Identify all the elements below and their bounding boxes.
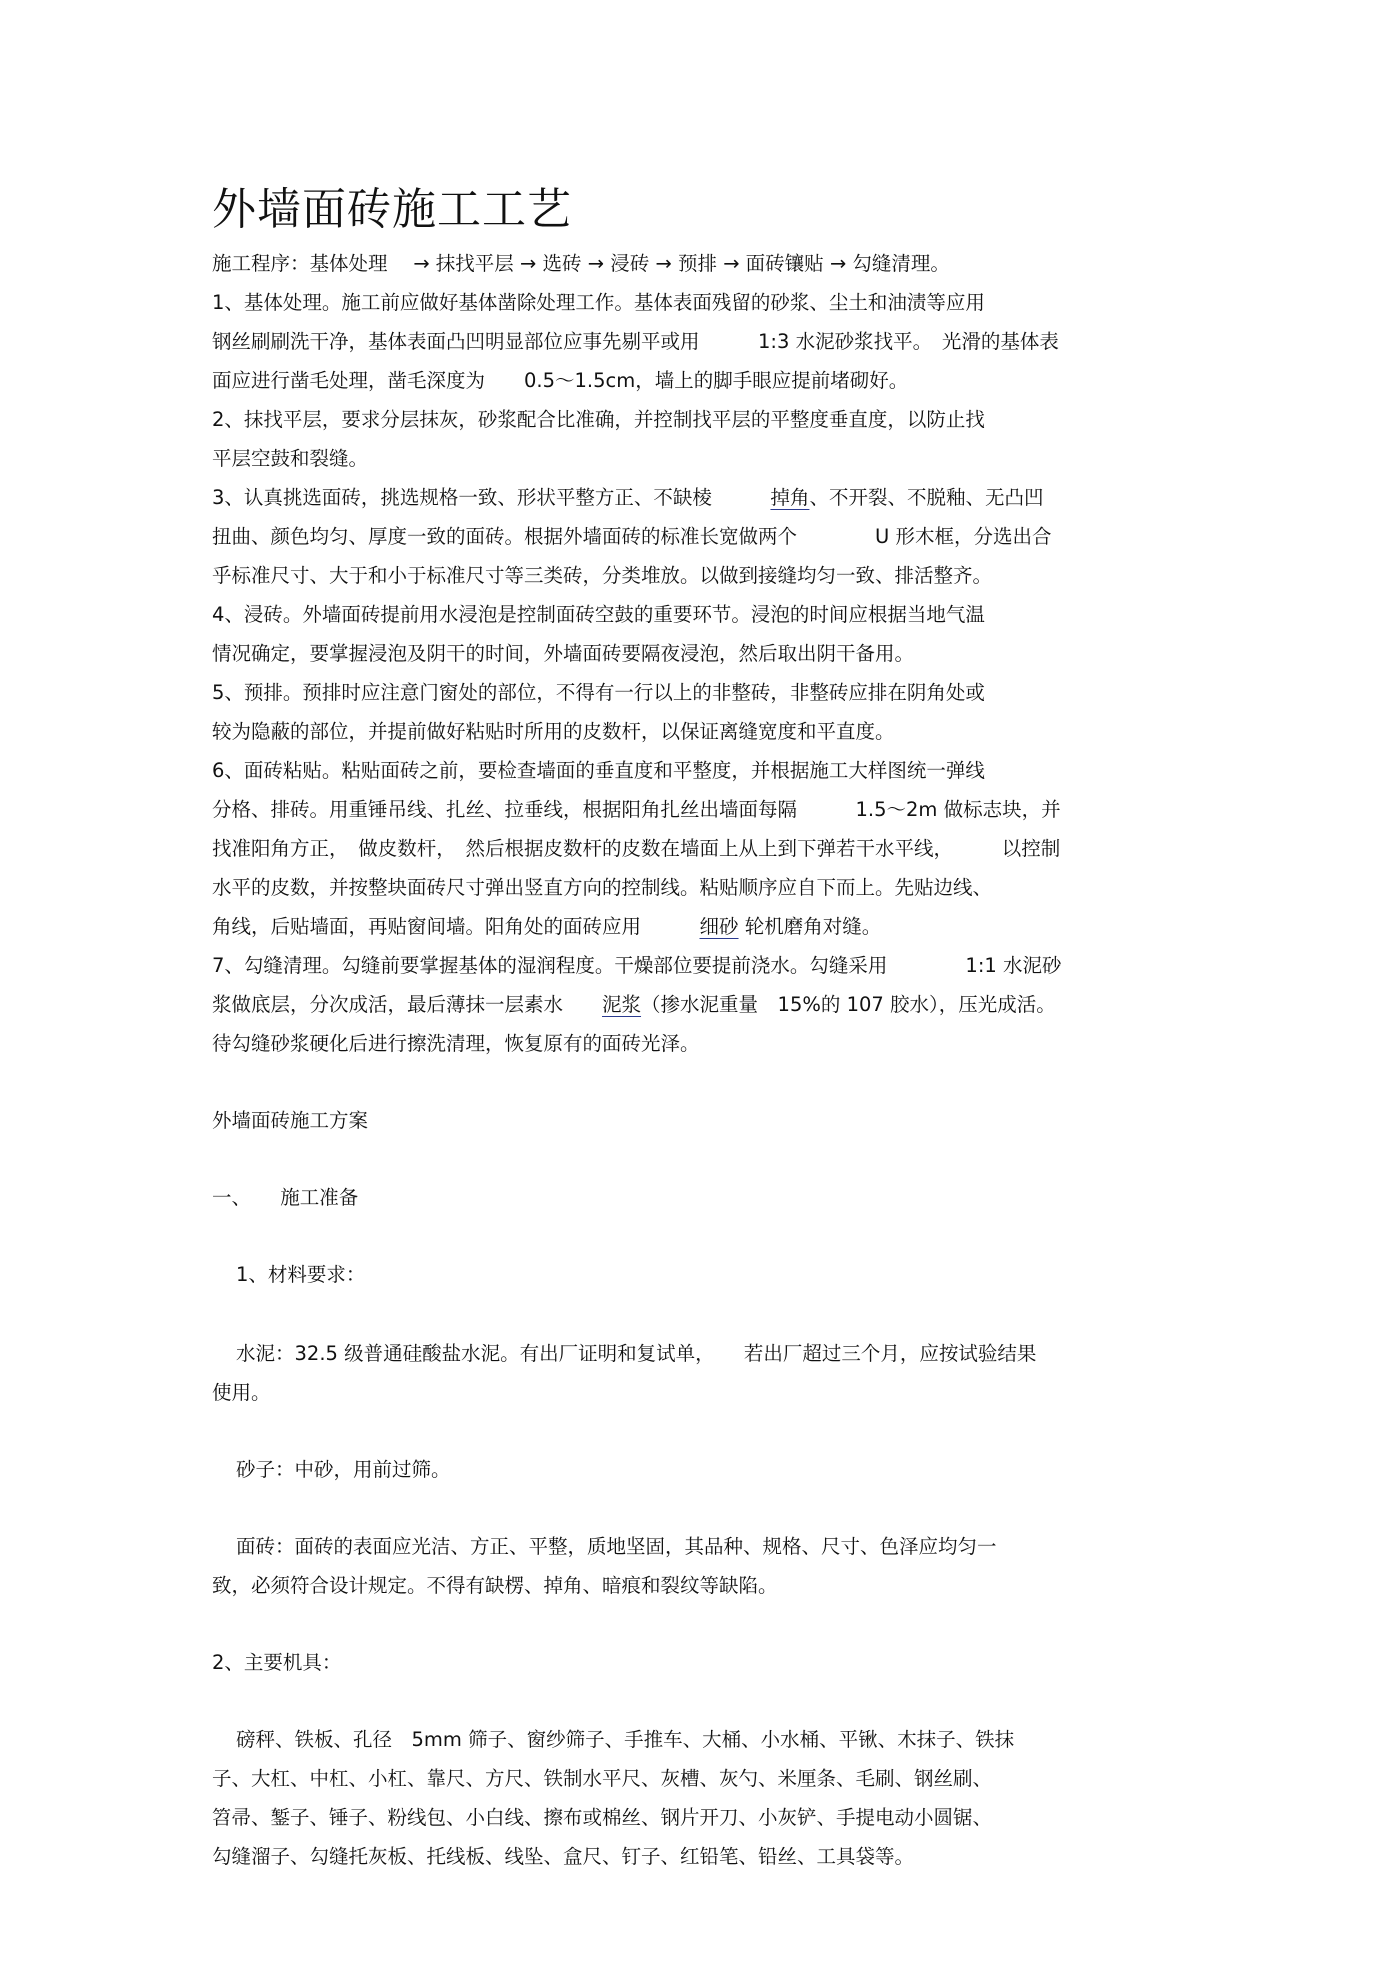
cement-line-1: 水泥：32.5 级普通硅酸盐水泥。有出厂证明和复试单， 若出厂超过三个月，应按试验结果 xyxy=(236,1342,1037,1365)
document-page xyxy=(212,180,1192,1878)
step-3-text-b: 、不开裂、不脱釉、无凸凹 xyxy=(809,486,1044,509)
step-3-underlined: 掉角 xyxy=(770,486,810,509)
step-7-line-1: 7、勾缝清理。勾缝前要掌握基体的湿润程度。干燥部位要提前浇水。勾缝采用 1:1 水泥砂 xyxy=(212,954,1062,977)
tools-line-1: 磅秤、铁板、孔径 5mm 筛子、窗纱筛子、手推车、大桶、小水桶、平锹、木抹子、铁抹 xyxy=(236,1728,1015,1751)
materials-heading: 1、材料要求： xyxy=(236,1263,366,1286)
step-3-line-3: 乎标准尺寸、大于和小于标准尺寸等三类砖，分类堆放。以做到接缝均匀一致、排活整齐。 xyxy=(212,564,993,587)
tools-line-2: 子、大杠、中杠、小杠、靠尺、方尺、铁制水平尺、灰槽、灰勺、米厘条、毛刷、钢丝刷、 xyxy=(212,1767,993,1790)
tools-heading: 2、主要机具： xyxy=(212,1651,342,1674)
step-6-line-1: 6、面砖粘贴。粘贴面砖之前，要检查墙面的垂直度和平整度，并根据施工大样图统一弹线 xyxy=(212,759,985,782)
step-7-line-3: 待勾缝砂浆硬化后进行擦洗清理，恢复原有的面砖光泽。 xyxy=(212,1032,700,1055)
step-4-line-2: 情况确定，要掌握浸泡及阴干的时间，外墙面砖要隔夜浸泡，然后取出阴干备用。 xyxy=(212,642,915,665)
step-5-line-1: 5、预排。预排时应注意门窗处的部位，不得有一行以上的非整砖，非整砖应排在阴角处或 xyxy=(212,681,985,704)
step-3-line-2: 扭曲、颜色均匀、厚度一致的面砖。根据外墙面砖的标准长宽做两个 U 形木框，分选出合 xyxy=(212,525,1052,548)
step-3-text-a: 3、认真挑选面砖，挑选规格一致、形状平整方正、不缺棱 xyxy=(212,486,771,509)
step-7-text-a: 浆做底层，分次成活，最后薄抹一层素水 xyxy=(212,993,603,1016)
step-1-line-2: 钢丝刷刷洗干净，基体表面凸凹明显部位应事先剔平或用 1:3 水泥砂浆找平。 光滑的基体表 xyxy=(212,330,1059,353)
step-2-line-2: 平层空鼓和裂缝。 xyxy=(212,447,369,470)
step-6-line-2: 分格、排砖。用重锤吊线、扎丝、拉垂线，根据阳角扎丝出墙面每隔 1.5～2m 做标志块，并 xyxy=(212,798,1061,821)
step-6-text-b: 轮机磨角对缝。 xyxy=(738,915,882,938)
sand-line: 砂子：中砂，用前过筛。 xyxy=(236,1458,451,1481)
step-3-line-1 xyxy=(212,480,1192,516)
tile-line-2: 致，必须符合设计规定。不得有缺楞、掉角、暗痕和裂纹等缺陷。 xyxy=(212,1574,778,1597)
step-1-line-1: 1、基体处理。施工前应做好基体凿除处理工作。基体表面残留的砂浆、尘土和油渍等应用 xyxy=(212,291,985,314)
cement-line-2: 使用。 xyxy=(212,1381,271,1404)
step-6-line-5 xyxy=(212,909,1192,945)
step-4-line-1: 4、浸砖。外墙面砖提前用水浸泡是控制面砖空鼓的重要环节。浸泡的时间应根据当地气温 xyxy=(212,603,985,626)
tools-line-3: 笤帚、錾子、锤子、粉线包、小白线、擦布或棉丝、钢片开刀、小灰铲、手提电动小圆锯、 xyxy=(212,1806,993,1829)
step-2-line-1: 2、抹找平层，要求分层抹灰，砂浆配合比准确，并控制找平层的平整度垂直度，以防止找 xyxy=(212,408,985,431)
document-title: 外墙面砖施工工艺 xyxy=(212,184,572,235)
step-6-line-3: 找准阳角方正， 做皮数杆， 然后根据皮数杆的皮数在墙面上从上到下弹若干水平线， 以控制 xyxy=(212,837,1061,860)
step-7-text-b: （掺水泥重量 15%的 107 胶水），压光成活。 xyxy=(641,993,1056,1016)
section-1-heading: 一、 施工准备 xyxy=(212,1186,359,1209)
step-6-line-4: 水平的皮数，并按整块面砖尺寸弹出竖直方向的控制线。粘贴顺序应自下而上。先贴边线、 xyxy=(212,876,993,899)
step-7-line-2 xyxy=(212,987,1192,1023)
step-1-line-3: 面应进行凿毛处理，凿毛深度为 0.5～1.5cm，墙上的脚手眼应提前堵砌好。 xyxy=(212,369,909,392)
step-5-line-2: 较为隐蔽的部位，并提前做好粘贴时所用的皮数杆，以保证离缝宽度和平直度。 xyxy=(212,720,895,743)
plan-title: 外墙面砖施工方案 xyxy=(212,1109,369,1132)
tools-line-4: 勾缝溜子、勾缝托灰板、托线板、线坠、盒尺、钉子、红铅笔、铅丝、工具袋等。 xyxy=(212,1845,915,1868)
step-7-underlined: 泥浆 xyxy=(602,993,642,1016)
procedure-line: 施工程序：基体处理 → 抹找平层 → 选砖 → 浸砖 → 预排 → 面砖镶贴 → 勾缝清理。 xyxy=(212,252,950,275)
step-6-text-a: 角线，后贴墙面，再贴窗间墙。阳角处的面砖应用 xyxy=(212,915,700,938)
step-6-underlined: 细砂 xyxy=(699,915,739,938)
tile-line-1: 面砖：面砖的表面应光洁、方正、平整，质地坚固，其品种、规格、尺寸、色泽应均匀一 xyxy=(236,1535,997,1558)
